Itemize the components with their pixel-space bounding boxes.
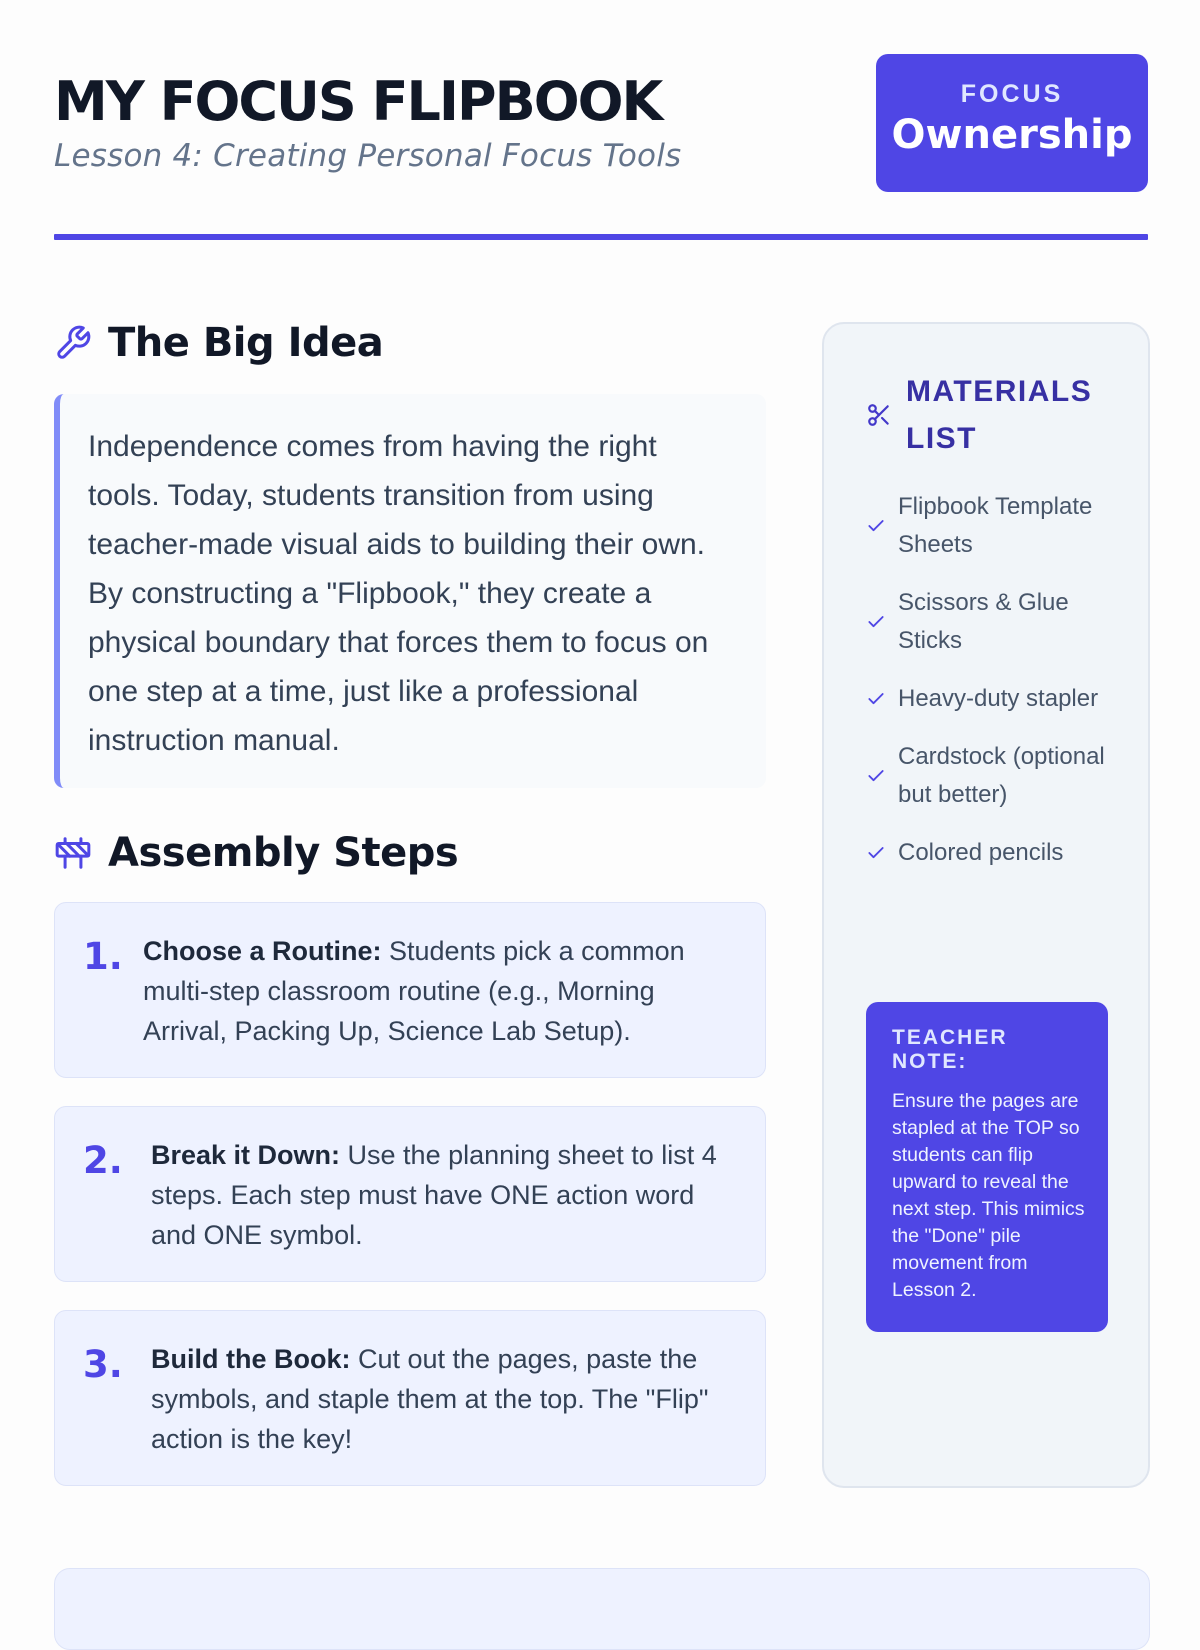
materials-title: MATERIALS LIST [906,375,1093,455]
materials-list [866,488,1126,892]
material-label: Colored pencils [898,839,1064,866]
teacher-note-title: TEACHER NOTE: [892,1026,1008,1073]
list-item [866,738,1126,814]
materials-heading [866,368,1116,462]
assembly-title: Assembly Steps [108,830,459,876]
check-icon [866,766,886,786]
step-description: Use the planning sheet to list 4 steps. Each step must have ONE action word and ONE symbol. [151,1140,717,1250]
assembly-heading [54,830,458,876]
check-icon [866,516,886,536]
big-idea-heading [54,320,383,366]
page-title: MY FOCUS FLIPBOOK [54,70,662,133]
step-title: Build the Book: [151,1344,351,1374]
page-subtitle: Lesson 4: Creating Personal Focus Tools [54,138,682,174]
focus-badge-value: Ownership [891,112,1133,158]
step-description: Cut out the pages, paste the symbols, and staple them at the top. The "Flip" action is the key! [151,1344,709,1454]
big-idea-body: Independence comes from having the right tools. Today, students transition from using teacher-made visual aids to building their own. By constructing a "Flipbook," they create a physical boundary that forces them to focus on one step at a time, just like a professional instruction manual. [88,430,709,757]
wrench-icon [54,324,92,362]
check-icon [866,843,886,863]
big-idea-title: The Big Idea [108,320,384,366]
step-text [151,1135,743,1255]
list-item [866,680,1126,718]
material-label: Scissors & Glue Sticks [898,589,1069,654]
list-item [866,488,1126,564]
step-title: Break it Down: [151,1140,341,1170]
material-label: Heavy-duty stapler [898,685,1099,712]
barrier-icon [54,834,92,872]
teacher-note-body: Ensure the pages are stapled at the TOP so students can flip upward to reveal the next step. This mimics the "Done" pile movement from Lesson 2. [892,1090,1085,1301]
bottom-card [54,1568,1150,1650]
step-number: 1. [83,935,123,978]
focus-badge [876,54,1148,192]
materials-sidebar [822,322,1150,1488]
list-item [866,584,1126,660]
page-header [54,52,1148,242]
big-idea-callout [54,394,766,788]
scissors-icon [866,402,892,428]
step-card [54,1310,766,1486]
step-title: Choose a Routine: [143,936,382,966]
material-label: Flipbook Template Sheets [898,493,1093,558]
check-icon [866,612,886,632]
step-number: 3. [83,1343,123,1386]
focus-badge-label: FOCUS [960,80,1064,108]
material-label: Cardstock (optional but better) [898,743,1105,808]
teacher-note [866,1002,1108,1332]
check-icon [866,689,886,709]
step-card [54,902,766,1078]
step-description: Students pick a common multi-step classroom routine (e.g., Morning Arrival, Packing Up, Science Lab Setup). [143,936,685,1046]
step-card [54,1106,766,1282]
header-divider [54,234,1148,240]
list-item [866,834,1126,872]
step-text [143,931,743,1051]
step-text [151,1339,743,1459]
step-number: 2. [83,1139,123,1182]
